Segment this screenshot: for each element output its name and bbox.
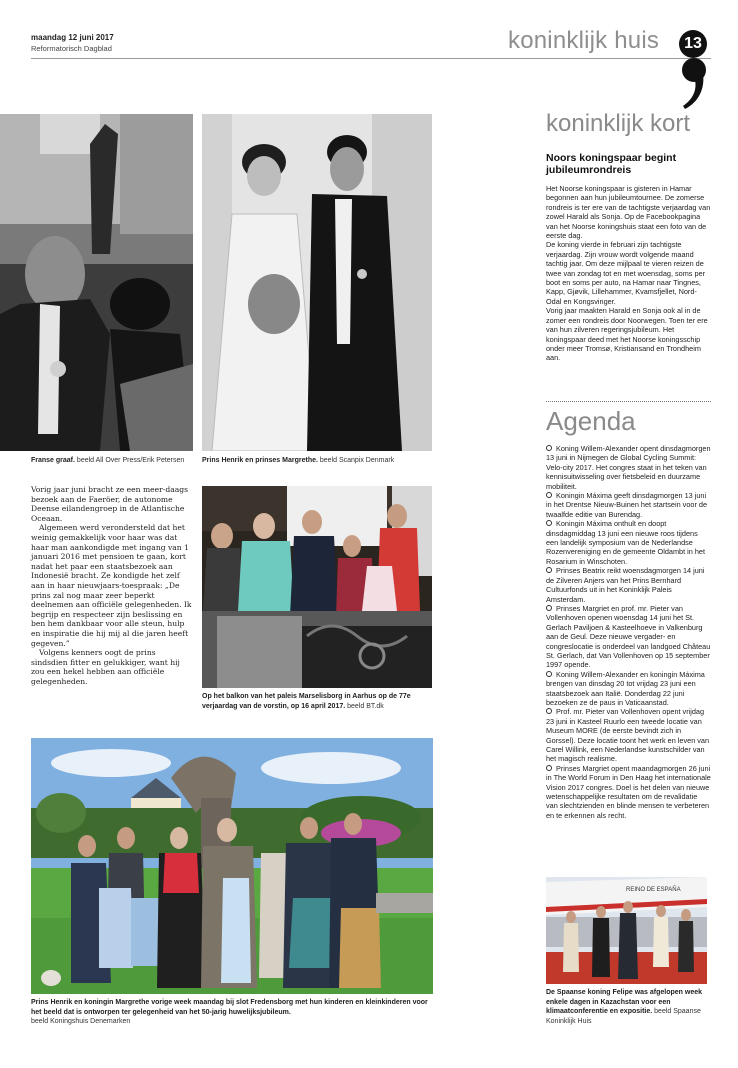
comma-logo-icon bbox=[681, 56, 707, 110]
photo-caption-balcony: Op het balkon van het paleis Marselisborg in Aarhus op de 77e verjaardag van de vorstin, op 16 april 2017. beeld BT.dk bbox=[202, 693, 411, 710]
agenda-item: Koningin Máxima onthult en doopt dinsdagmiddag 13 juni een nieuwe roos tijdens een landelijk symposium van de Nederlandse Rozenvereniging en de gemeente Oldambt in het Rosarium in Winschoten. bbox=[546, 519, 706, 566]
agenda-item: Koning Willem-Alexander opent dinsdagmorgen 13 juni in Nijmegen de Global Cycling Summit: Velo-city 2017. Het congres staat in het teken van kennisuitwisseling over fietsbeleid en duurzame mobiliteit. bbox=[546, 444, 711, 491]
news-headline: Noors koningspaar begint jubileumrondreis bbox=[546, 152, 677, 176]
circle-bullet-icon bbox=[546, 671, 552, 677]
page-number: 13 bbox=[679, 30, 707, 58]
agenda-item: Prinses Margriet en prof. mr. Pieter van Vollenhoven openen woensdag 14 juni het St. Gerlach Paviljoen & Kasteelhoeve in Valkenburg aan de Geul. Deze nieuwe vergader- en congreslocatie is onderdeel van landgoed Château St. Gerlach, dat Van Vollenhoven op 15 september 1997 opende. bbox=[546, 603, 711, 670]
photo-royal-family bbox=[31, 738, 433, 994]
news-text bbox=[546, 184, 711, 363]
agenda-item: Koning Willem-Alexander en koningin Máxima brengen van dinsdag 20 tot vrijdag 23 juni een staatsbezoek aan Italië. Donderdag 22 juni bezoeken ze de paus in Vaticaanstad. bbox=[546, 669, 705, 707]
circle-bullet-icon bbox=[546, 605, 552, 611]
circle-bullet-icon bbox=[546, 765, 552, 771]
article-text bbox=[31, 485, 193, 686]
column-divider bbox=[546, 401, 711, 402]
header-rule bbox=[31, 58, 711, 59]
agenda-list bbox=[546, 444, 711, 820]
issue-date: maandag 12 juni 2017 bbox=[31, 33, 114, 42]
news-paragraph: Vorig jaar maakten Harald en Sonja ook al in de zomer een rondreis door Noorwegen. Toen ter ere van hun zilveren regeringsjubileum. Het koningspaar deed met het Noorse koningsschip onder meer Tromsø, Kristiansand en Trondheim aan. bbox=[546, 306, 708, 363]
photo-prince-waving bbox=[0, 114, 193, 451]
circle-bullet-icon bbox=[546, 492, 552, 498]
photo-wedding bbox=[202, 114, 432, 451]
photo-king-felipe bbox=[546, 877, 707, 984]
news-paragraph: De koning vierde in februari zijn tachtigste verjaardag. Zijn vrouw wordt volgende maand tachtig jaar. Om deze mijlpaal te vieren reizen de twee van zondag tot en met woensdag, soms per boot en soms per auto, na Hamar naar Tingnes, Kapp, Gjøvik, Lillehammer, Kvamsfjellet, Nord-Odal en Kongsvinger. bbox=[546, 240, 706, 306]
photo-caption-felipe: De Spaanse koning Felipe was afgelopen week enkele dagen in Kazachstan voor een klimaatconferentie en expositie. beeld Spaanse Koninklijk Huis bbox=[546, 989, 702, 1025]
circle-bullet-icon bbox=[546, 445, 552, 451]
article-paragraph: Vorig jaar juni bracht ze een meer-daags bezoek aan de Faeröer, de autonome Deense eilandengroep in de Atlantische Oceaan. bbox=[31, 485, 189, 523]
agenda-item: Prof. mr. Pieter van Vollenhoven opent vrijdag 23 juni in Kasteel Ruurlo een tweede locatie van Museum MORE (de eerste bevindt zich in Gorssel). Deze locatie toont het werk en leven van Carel Willink, een Nederlandse kunstschilder van het magisch realisme. bbox=[546, 707, 710, 764]
agenda-item: Prinses Margriet opent maandagmorgen 26 juni in The World Forum in Den Haag het internationale Vision 2017 congres. Doel is het delen van nieuwe wetenschappelijke resultaten om de revalidatie van slechtzienden en blinde mensen te verbeteren en te erkennen als recht. bbox=[546, 763, 711, 820]
article-paragraph: Algemeen werd verondersteld dat het weinig gemakkelijk voor haar was dat haar man aankondigde met ingang van 1 januari 2016 met pensioen te gaan, kort nadat het paar een staatsbezoek aan Indonesië bracht. Ze kondigde het zelf aan in haar nieuwjaars-toespraak: „De prins zal nog maar zeer beperkt deelnemen aan officiële gelegenheden. Ik begrijp en respecteer zijn beslissing en ben hem dankbaar voor alle steun, hulp en inspiratie die hij mij al die jaren heeft gegeven.” bbox=[31, 523, 192, 648]
agenda-item: Prinses Beatrix reikt woensdagmorgen 14 juni de Zilveren Anjers van het Prins Bernhard Cultuurfonds uit in het Koninklijk Paleis Amsterdam. bbox=[546, 566, 705, 604]
newspaper-name: Reformatorisch Dagblad bbox=[31, 44, 112, 53]
photo-caption-wedding: Prins Henrik en prinses Margrethe. beeld Scanpix Denmark bbox=[202, 457, 395, 464]
section-title: koninklijk huis bbox=[508, 27, 660, 54]
photo-caption-family: Prins Henrik en koningin Margrethe vorige week maandag bij slot Fredensborg met hun kinderen en kleinkinderen voor het beeld dat is ontworpen ter gelegenheid van het 50-jarig huwelijksjubileum. beeld Koningshuis Denemarken bbox=[31, 999, 428, 1025]
article-paragraph: Volgens kenners oogt de prins sindsdien fitter en gelukkiger, want hij zou een hekel hebben aan officiële gelegenheden. bbox=[31, 648, 180, 686]
circle-bullet-icon bbox=[546, 708, 552, 714]
agenda-title: Agenda bbox=[546, 406, 636, 436]
agenda-item: Koningin Máxima geeft dinsdagmorgen 13 juni in het Drentse Nieuw-Buinen het startsein voor de twaalfde editie van Burendag. bbox=[546, 491, 708, 519]
circle-bullet-icon bbox=[546, 567, 552, 573]
koninklijk-kort-title: koninklijk kort bbox=[546, 110, 691, 137]
photo-caption-graaf: Franse graaf. beeld All Over Press/Erik Petersen bbox=[31, 457, 185, 464]
photo-balcony bbox=[202, 486, 432, 688]
plane-lettering: REINO DE ESPAÑA bbox=[626, 887, 681, 893]
news-paragraph: Het Noorse koningspaar is gisteren in Hamar begonnen aan hun jubileumtournee. De zomerse rondreis is ter ere van de tachtigste verjaardag van zowel Harald als Sonja. Op de Facebookpagina van het Noorse koningshuis staat een foto van de eerste dag. bbox=[546, 184, 711, 241]
circle-bullet-icon bbox=[546, 520, 552, 526]
